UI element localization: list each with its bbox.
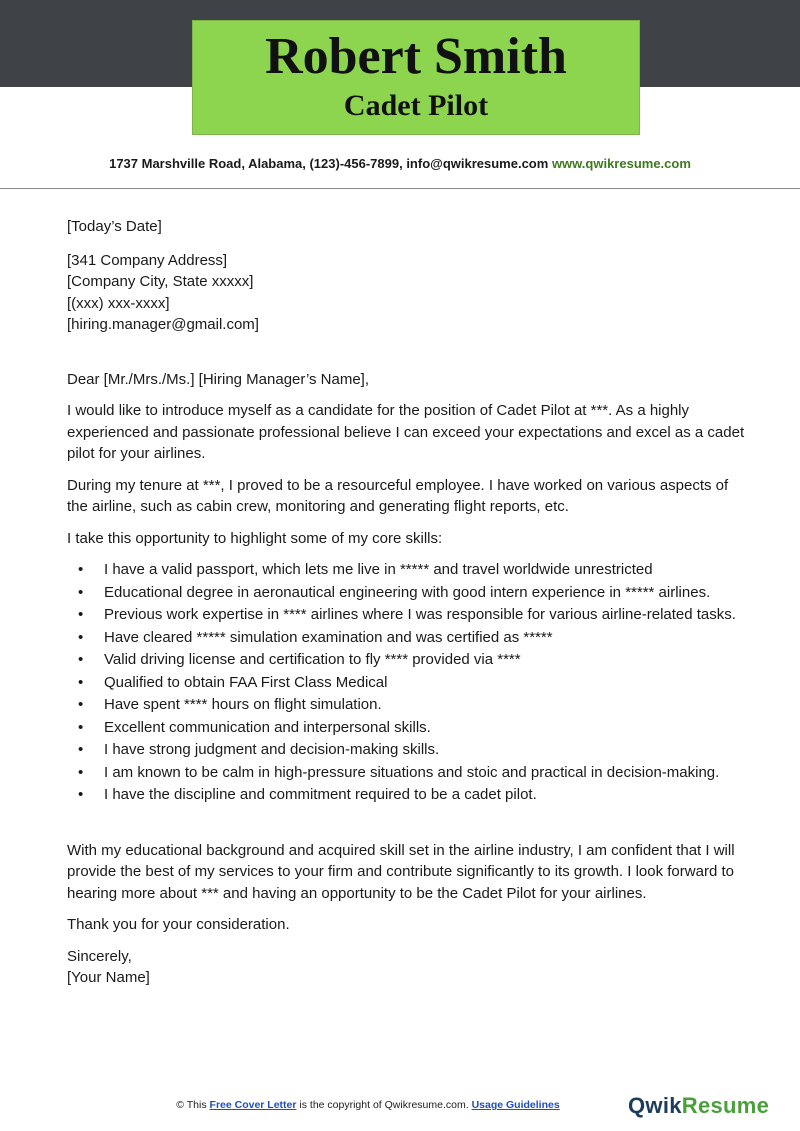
address-line: [(xxx) xxx-xxxx]	[67, 294, 170, 312]
website-link[interactable]: www.qwikresume.com	[551, 156, 691, 171]
list-item: • Excellent communication and interpersonal skills.	[67, 717, 747, 739]
letter-date: [Today’s Date]	[67, 218, 162, 235]
free-cover-letter-link[interactable]: Free Cover Letter	[209, 1099, 297, 1111]
skills-list	[67, 559, 747, 806]
candidate-name: Robert Smith	[265, 28, 567, 85]
copyright-footer: © This Free Cover Letter is the copyright of Qwikresume.com. Usage Guidelines	[176, 1099, 560, 1111]
skills-intro: I take this opportunity to highlight some of my core skills:	[67, 529, 443, 547]
closing-line: Sincerely,	[67, 947, 132, 965]
bullet-icon: •	[78, 786, 84, 803]
list-item: • I am known to be calm in high-pressure situations and stoic and practical in decision-making.	[67, 762, 747, 784]
list-item: • I have a valid passport, which lets me live in ***** and travel worldwide unrestricted	[67, 559, 747, 581]
usage-guidelines-link[interactable]: Usage Guidelines	[471, 1099, 560, 1111]
list-item: • Valid driving license and certification to fly **** provided via ****	[67, 649, 747, 671]
list-item: • Educational degree in aeronautical engineering with good intern experience in ***** airlines.	[67, 582, 747, 604]
thanks-line: Thank you for your consideration.	[67, 916, 290, 933]
bullet-icon: •	[78, 628, 84, 646]
bullet-icon: •	[78, 763, 84, 781]
salutation: Dear [Mr./Mrs./Ms.] [Hiring Manager’s Name],	[67, 370, 370, 388]
list-item: • Qualified to obtain FAA First Class Medical	[67, 672, 747, 694]
header-divider	[0, 188, 800, 189]
bullet-icon: •	[78, 673, 84, 691]
bullet-icon: •	[78, 561, 84, 578]
bullet-icon: •	[78, 606, 84, 623]
contact-details: 1737 Marshville Road, Alabama, (123)-456-7899, info@qwikresume.com	[109, 156, 549, 171]
bullet-icon: •	[78, 696, 84, 713]
bullet-icon: •	[78, 651, 84, 668]
address-line: [Company City, State xxxxx]	[67, 273, 254, 290]
address-line: [341 Company Address]	[67, 251, 228, 269]
qwikresume-logo: QwikResume	[628, 1093, 770, 1118]
recipient-address	[67, 250, 747, 336]
list-item: • Have spent **** hours on flight simulation.	[67, 694, 747, 716]
paragraph-closing: With my educational background and acquired skill set in the airline industry, I am confident that I will provide the best of my services to your firm and contribute significantly to its growth. I look forward to hearing more about *** and having an opportunity to be the Cadet Pilot for your airlines.	[67, 841, 735, 902]
letter-body	[67, 216, 747, 989]
signature: [Your Name]	[67, 969, 150, 986]
name-banner	[192, 20, 640, 135]
bullet-icon: •	[78, 583, 84, 601]
job-title: Cadet Pilot	[343, 89, 489, 122]
paragraph-intro: I would like to introduce myself as a candidate for the position of Cadet Pilot at ***. As a highly experienced and passionate professional believe I can exceed your expectations and excel as a cadet pilot for your airlines.	[67, 402, 745, 462]
bullet-icon: •	[78, 741, 84, 758]
list-item: • Have cleared ***** simulation examination and was certified as *****	[67, 627, 747, 649]
address-line: [hiring.manager@gmail.com]	[67, 316, 259, 333]
contact-line	[0, 156, 800, 171]
list-item: • Previous work expertise in **** airlines where I was responsible for various airline-related tasks.	[67, 604, 747, 626]
paragraph-tenure: During my tenure at ***, I proved to be a resourceful employee. I have worked on various aspects of the airline, such as cabin crew, monitoring and generating flight reports, etc.	[67, 476, 729, 515]
list-item: • I have the discipline and commitment required to be a cadet pilot.	[67, 784, 747, 806]
bullet-icon: •	[78, 718, 84, 736]
list-item: • I have strong judgment and decision-making skills.	[67, 739, 747, 761]
